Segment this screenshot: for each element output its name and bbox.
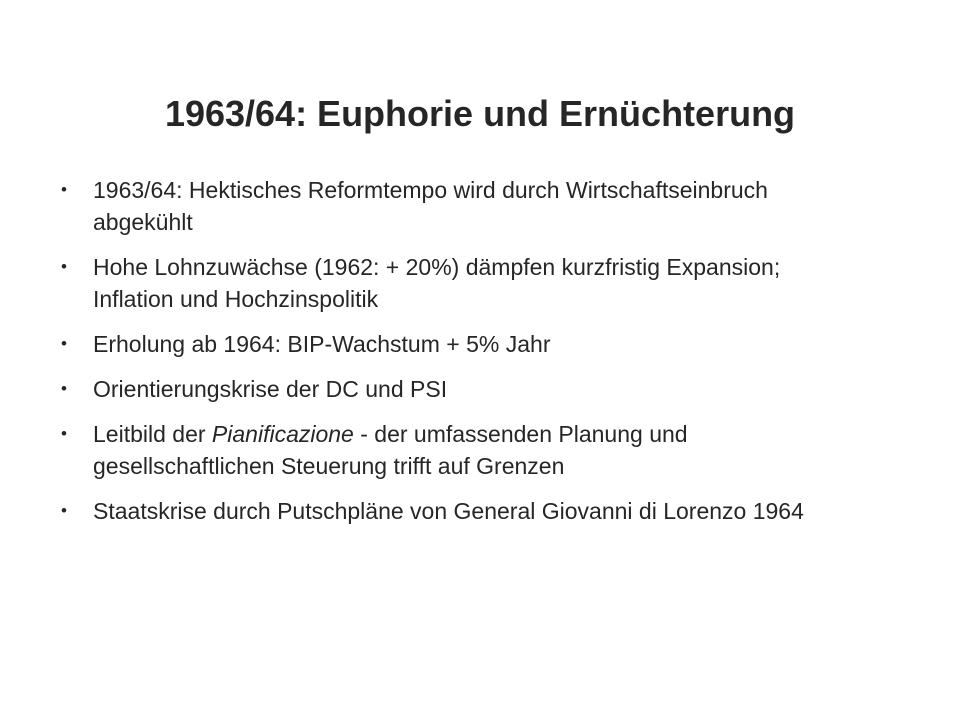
bullet-list — [57, 174, 847, 540]
bullet-text: Staatskrise durch Putschpläne von General Giovanni di Lorenzo 1964 — [93, 498, 804, 524]
bullet-text: Hohe Lohnzuwächse (1962: + 20%) dämpfen kurzfristig Expansion; Inflation und Hochzinspolitik — [93, 254, 781, 312]
bullet-dot-icon: • — [61, 334, 67, 353]
bullet-text: Orientierungskrise der DC und PSI — [93, 376, 448, 402]
bullet-dot-icon: • — [61, 501, 67, 520]
bullet-item — [57, 495, 847, 527]
bullet-dot-icon: • — [61, 424, 67, 443]
slide-title: 1963/64: Euphorie und Ernüchterung — [164, 93, 796, 135]
bullet-item — [57, 174, 847, 238]
bullet-text: Erholung ab 1964: BIP-Wachstum + 5% Jahr — [93, 331, 551, 357]
bullet-dot-icon: • — [61, 379, 67, 398]
bullet-text: Leitbild der Pianificazione - der umfassenden Planung und gesellschaftlichen Steuerung trifft auf Grenzen — [93, 421, 688, 479]
bullet-item — [57, 251, 847, 315]
bullet-item — [57, 418, 847, 482]
bullet-dot-icon: • — [61, 257, 67, 276]
italic-term: Pianificazione — [211, 421, 354, 447]
bullet-text: 1963/64: Hektisches Reformtempo wird durch Wirtschaftseinbruch abgekühlt — [93, 177, 768, 235]
bullet-item — [57, 328, 847, 360]
bullet-item — [57, 373, 847, 405]
bullet-dot-icon: • — [61, 180, 67, 199]
